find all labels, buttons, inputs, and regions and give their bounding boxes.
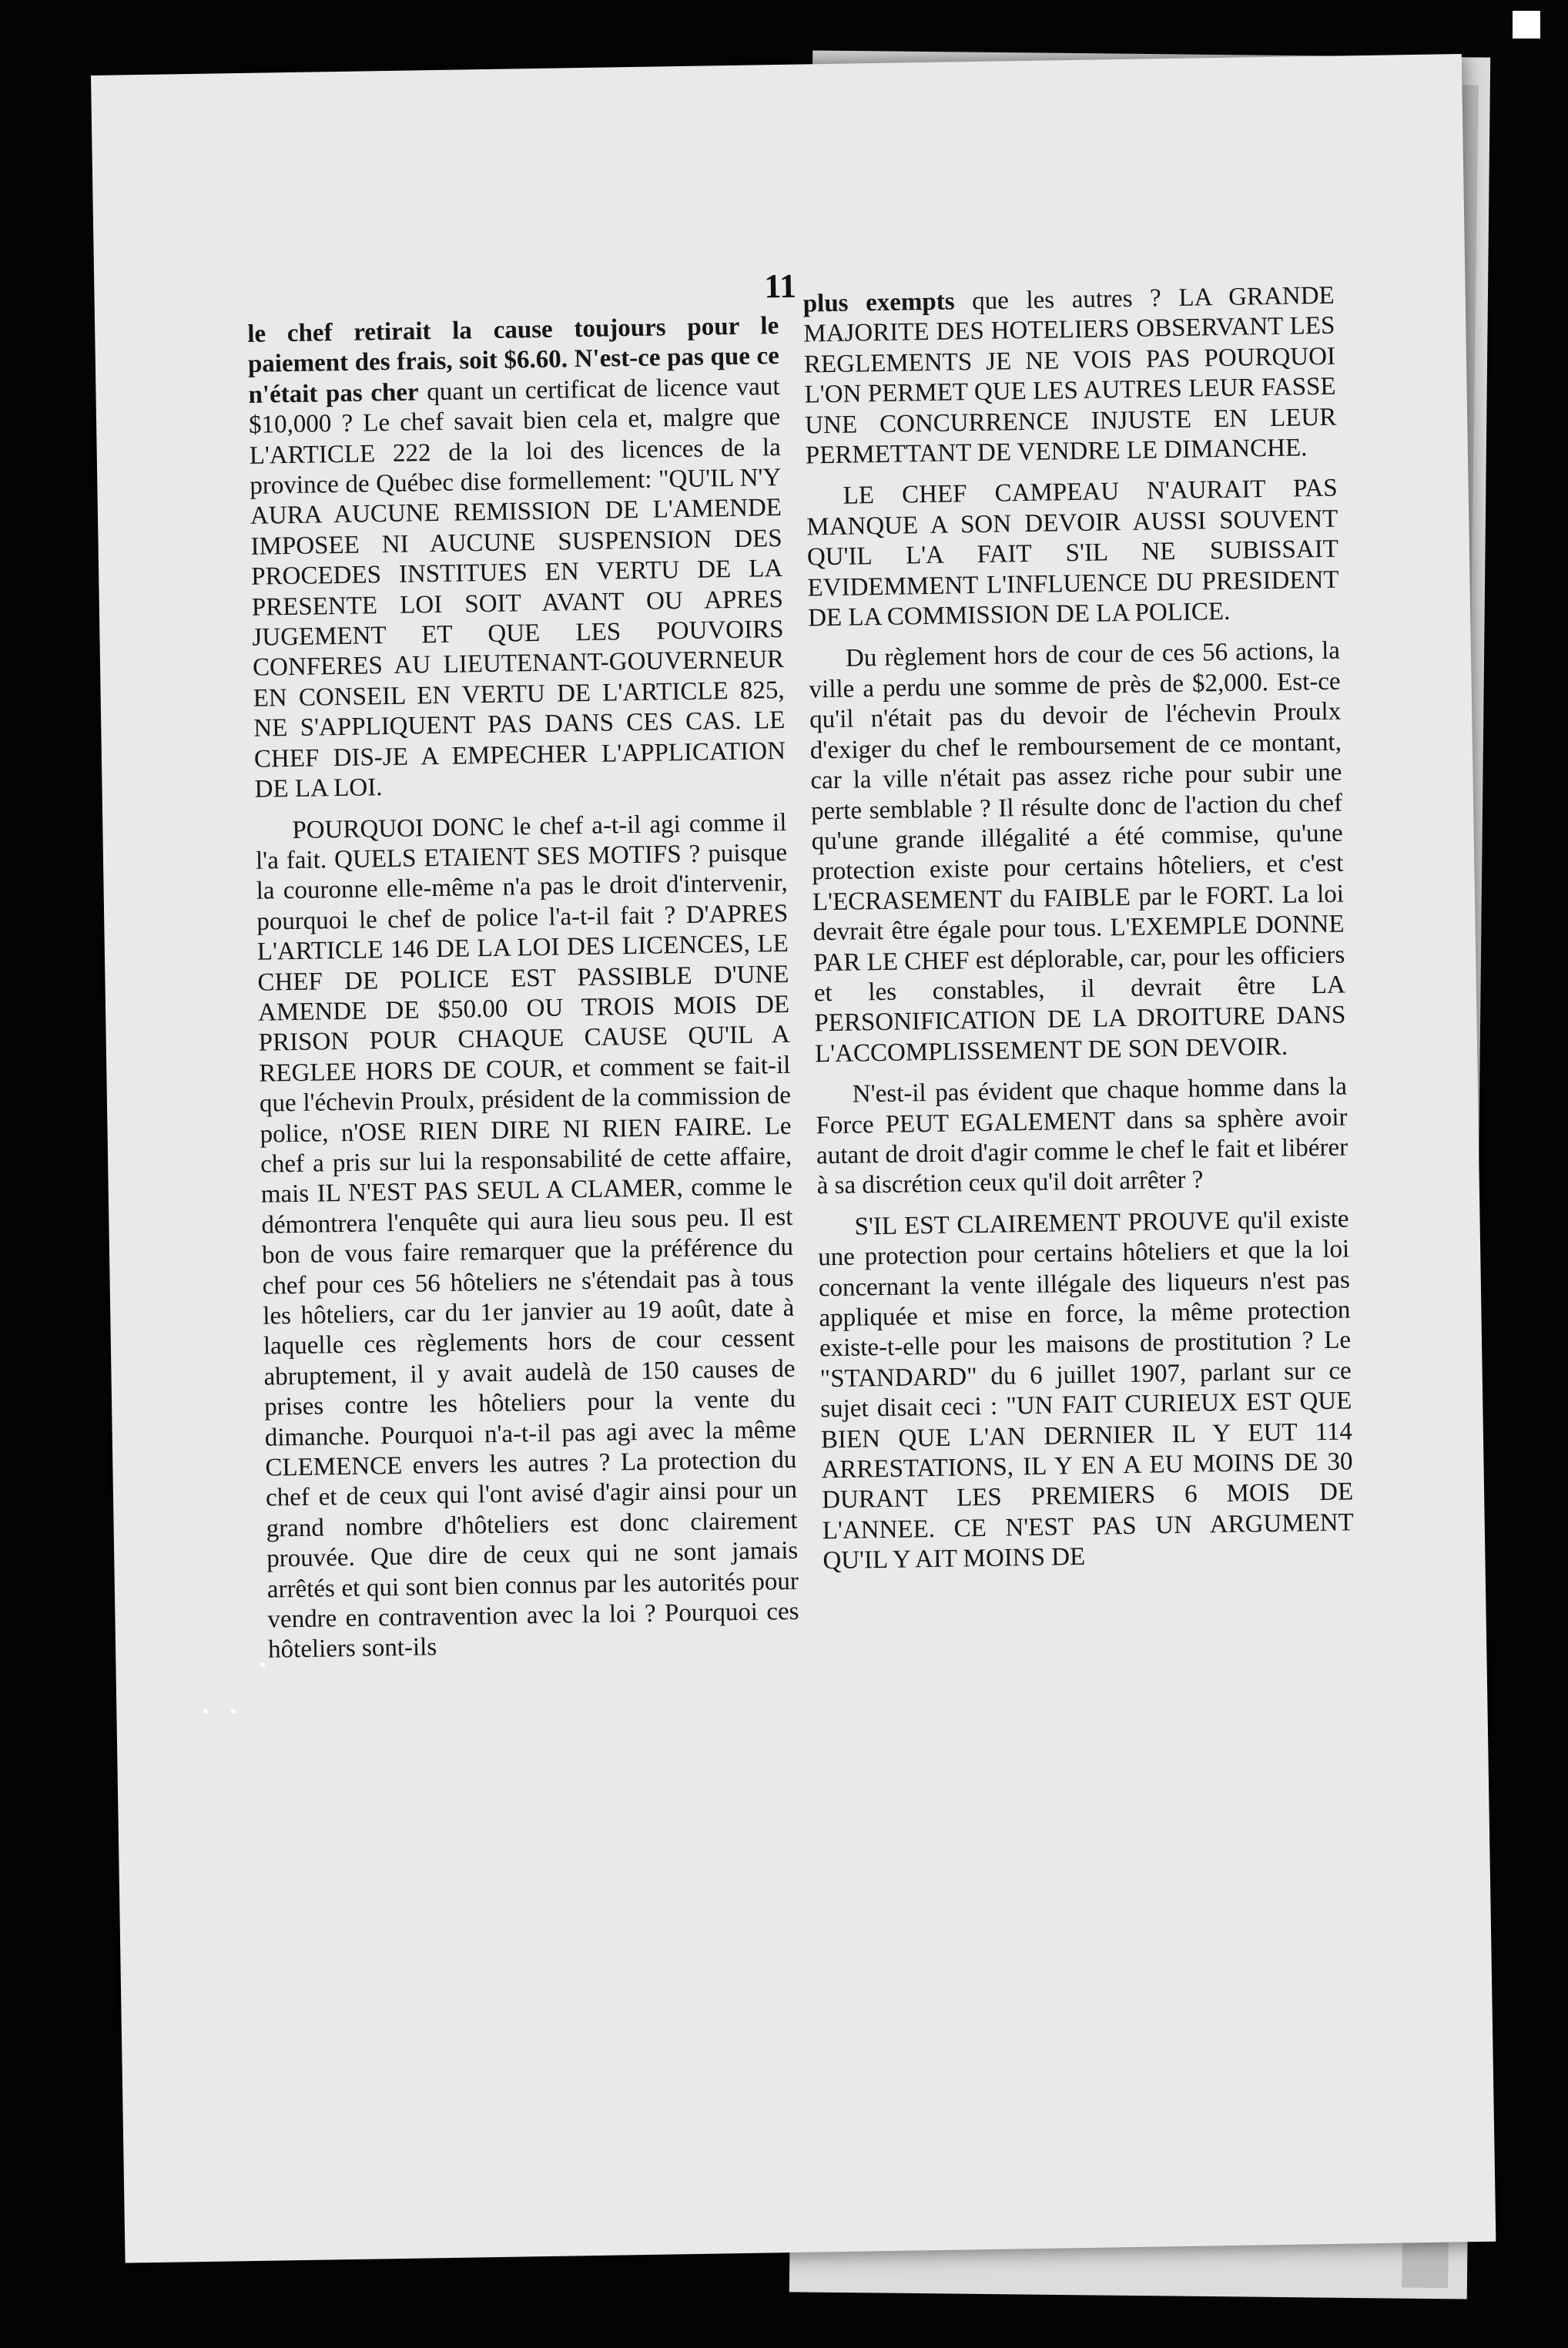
film-speck <box>231 1709 236 1713</box>
paragraph-text: que les autres ? LA GRANDE MAJORITE DES HOTELIERS OBSERVANT LES REGLEMENTS JE NE VOIS PAS POURQUOI L'ON PERMET QUE LES AUTRES LEUR FASSE UNE CONCURRENCE INJUSTE EN LEUR PERMETTANT DE VENDRE LE DIMANCHE. <box>803 281 1337 470</box>
paragraph-text: POURQUOI DONC le chef a-t-il agi comme il l'a fait. QUELS ETAIENT SES MOTIFS ? puisque la couronne elle-même n'a pas le droit d'intervenir, pourquoi le chef de police l'a-t-il fait ? D'APRES L'ARTICLE 146 DE LA LOI DES LICENCES, LE CHEF DE POLICE EST PASSIBLE D'UNE AMENDE DE $50.00 OU TROIS MOIS DE PRISON POUR CHAQUE CAUSE QU'IL A REGLEE HORS DE COUR, et comment se fait-il que l'échevin Proulx, président de la commission de police, n'OSE RIEN DIRE NI RIEN FAIRE. Le chef a pris sur lui la responsabilité de cette affaire, mais IL N'EST PAS SEUL A CLAMER, comme le démontrera l'enquête qui aura lieu sous peu. Il est bon de vous faire remarquer que la préférence du chef pour ces 56 hôteliers ne s'étendait pas à tous les hôteliers, car du 1er janvier au 19 août, date à laquelle ces règlements hors de cour cessent abruptement, il y avait audelà de 150 causes de prises contre les hôteliers pour la vente du dimanche. Pourquoi n'a-t-il pas agi avec la même CLEMENCE envers les autres ? La protection du chef et de ceux qui l'ont avisé d'agir ainsi pour un grand nombre d'hôteliers est donc clairement prouvée. Que dire de ceux qui ne sont jamais arrêtés et qui sont bien connus par les autorités pour vendre en contravention avec la loi ? Pourquoi ces hôteliers sont-ils <box>255 808 799 1665</box>
paragraph-text: N'est-il pas évident que chaque homme dans la Force PEUT EGALEMENT dans sa sphère avoir autant de droit d'agir comme le chef le fait et libérer à sa discrétion ceux qu'il doit arrêter ? <box>816 1072 1349 1200</box>
paragraph <box>255 807 799 1665</box>
right-column <box>802 281 1354 1588</box>
page-number: 11 <box>764 267 797 306</box>
paragraph-text: Du règlement hors de cour de ces 56 actions, la ville a perdu une somme de près de $2,000. Est-ce qu'il n'était pas du devoir de l'échevin Proulx d'exiger du chef le remboursement de ce montant, car la ville n'était pas assez riche pour subir une perte semblable ? Il résulte donc de l'action du chef qu'une grande illégalité a été commise, qu'une protection existe pour certains hôteliers, et c'est L'ECRASEMENT du FAIBLE par le FORT. La loi devrait être égale pour tous. L'EXEMPLE DONNE PAR LE CHEF est déplorable, car, pour les officiers et les constables, il devrait être LA PERSONIFICATION DE LA DROITURE DANS L'ACCOMPLISSEMENT DE SON DEVOIR. <box>809 637 1346 1068</box>
paragraph <box>817 1204 1354 1577</box>
paragraph <box>247 311 786 805</box>
paragraph-text: LE CHEF CAMPEAU N'AURAIT PAS MANQUE A SON DEVOIR AUSSI SOUVENT QU'IL L'A FAIT S'IL NE SUBISSAIT EVIDEMMENT L'INFLUENCE DU PRESIDENT DE LA COMMISSION DE LA POLICE. <box>806 475 1339 632</box>
paragraph-text: S'IL EST CLAIREMENT PROUVE qu'il existe une protection pour certains hôteliers et que la loi concernant la vente illégale des liqueurs n'est pas appliquée et mise en force, la même protection existe-t-elle pour les maisons de prostitution ? Le "STANDARD" du 6 juillet 1907, parlant sur ce sujet disait ceci : "UN FAIT CURIEUX EST QUE BIEN QUE L'AN DERNIER IL Y EUT 114 ARRESTATIONS, IL Y EN A EU MOINS DE 30 DURANT LES PREMIERS 6 MOIS DE L'ANNEE. CE N'EST PAS UN ARGUMENT QU'IL Y AIT MOINS DE <box>817 1205 1354 1575</box>
paragraph <box>816 1072 1349 1202</box>
film-corner-mark <box>1513 11 1540 39</box>
film-speck <box>203 1709 208 1713</box>
paragraph-text: quant un certificat de licence vaut $10,000 ? Le chef savait bien cela et, malgre que L'ARTICLE 222 de la loi des licences de la province de Québec dise formellement: "QU'IL N'Y AURA AUCUNE REMISSION DE L'AMENDE IMPOSEE NI AUCUNE SUSPENSION DES PROCEDES INSTITUES EN VERTU DE LA PRESENTE LOI SOIT AVANT OU APRES JUGEMENT ET QUE LES POUVOIRS CONFERES AU LIEUTENANT-GOUVERNEUR EN CONSEIL EN VERTU DE L'ARTICLE 825, NE S'APPLIQUENT PAS DANS CES CAS. LE CHEF DIS-JE A EMPECHER L'APPLICATION DE LA LOI. <box>248 372 786 803</box>
paragraph-lead: le chef retirait la cause toujours pour le paiement des frais, soit $6.60. N'est-ce pas que ce n'était pas cher <box>247 312 780 409</box>
paragraph <box>806 474 1339 634</box>
paragraph-lead: plus exempts <box>802 287 955 318</box>
paragraph <box>809 636 1347 1069</box>
document-page <box>91 54 1496 2263</box>
paragraph <box>802 281 1337 471</box>
left-column <box>247 311 800 1676</box>
film-speck <box>260 1662 265 1667</box>
